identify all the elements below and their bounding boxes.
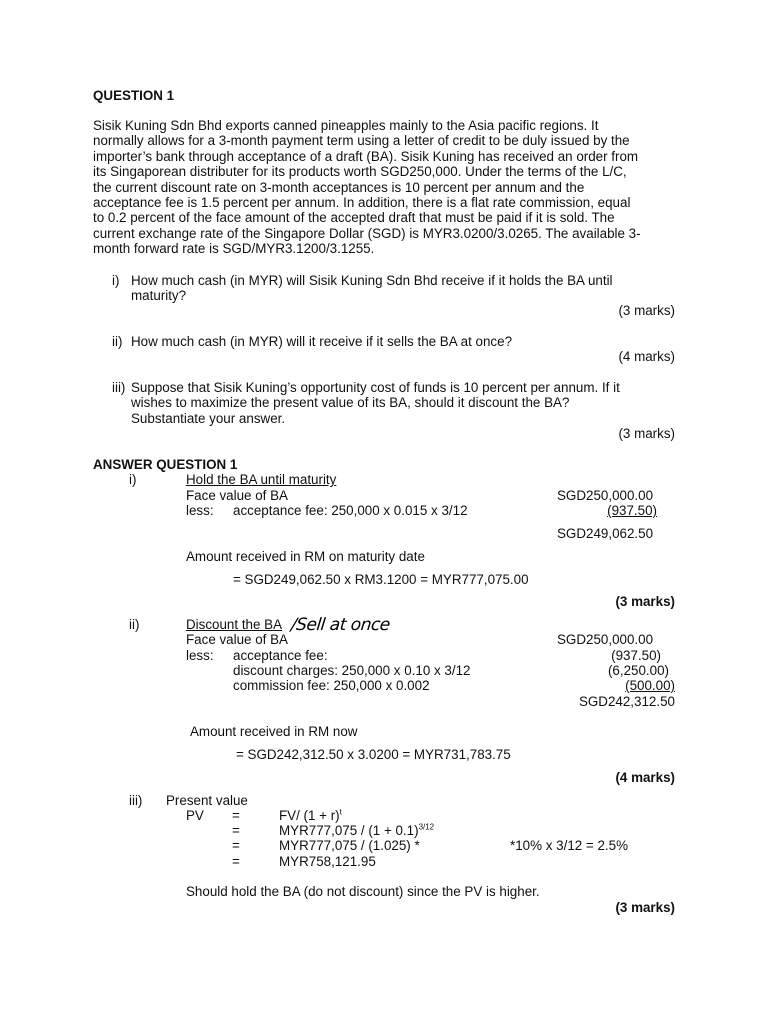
equals-sign: =: [232, 823, 240, 838]
marks-label: (3 marks): [618, 303, 675, 318]
handwritten-annotation: /Sell at once: [289, 615, 391, 635]
amount-received-label: Amount received in RM on maturity date: [186, 549, 425, 564]
answer-part-number: i): [129, 472, 137, 487]
question-item-text: Substantiate your answer.: [131, 411, 286, 426]
question-item-number: ii): [112, 334, 123, 349]
question-item-text: How much cash (in MYR) will Sisik Kuning Sdn Bhd receive if it holds the BA until: [131, 273, 613, 288]
answer-part-number: ii): [129, 617, 140, 632]
net-amount: SGD242,312.50: [578, 694, 675, 709]
conversion-calculation: = SGD242,312.50 x 3.0200 = MYR731,783.75: [236, 747, 511, 762]
pv-step: MYR777,075 / (1.025) *: [279, 838, 420, 853]
question-item-number: iii): [112, 380, 126, 395]
question-item-text: Suppose that Sisik Kuning’s opportunity cost of funds is 10 percent per annum. If it: [131, 380, 620, 395]
acceptance-fee-label: acceptance fee:: [233, 648, 328, 663]
answer-part-number: iii): [129, 793, 143, 808]
question-item-number: i): [112, 273, 120, 288]
acceptance-fee-amount: (937.50): [611, 648, 661, 663]
equals-sign: =: [232, 854, 240, 869]
pv-formula: FV/ $(1 + r)^t$: [279, 807, 342, 823]
answer-heading: ANSWER QUESTION 1: [93, 457, 238, 472]
face-value-amount: SGD250,000.00: [557, 488, 654, 503]
face-value-amount: SGD250,000.00: [557, 632, 654, 647]
equals-sign: =: [232, 808, 240, 823]
conclusion: Should hold the BA (do not discount) since the PV is higher.: [186, 884, 540, 899]
answer-part-title: Hold the BA until maturity: [186, 472, 337, 487]
face-value-label: Face value of BA: [186, 488, 288, 503]
discount-charges-label: discount charges: 250,000 x 0.10 x 3/12: [233, 663, 471, 678]
answer-part-title: Discount the BA: [186, 617, 283, 632]
pv-result: MYR758,121.95: [279, 854, 376, 869]
less-label: less:: [186, 648, 214, 663]
question-heading: QUESTION 1: [93, 88, 175, 103]
equals-sign: =: [232, 838, 240, 853]
rate-note: *10% x 3/12 = 2.5%: [510, 838, 628, 853]
marks-label: (4 marks): [615, 770, 675, 785]
question-item-text: maturity?: [131, 288, 187, 303]
face-value-label: Face value of BA: [186, 632, 288, 647]
commission-fee-label: commission fee: 250,000 x 0.002: [233, 678, 430, 693]
acceptance-fee-amount: (937.50): [607, 503, 657, 518]
discount-charges-amount: (6,250.00): [607, 663, 669, 678]
marks-label: (3 marks): [615, 594, 675, 609]
answer-part-title: Present value: [166, 793, 248, 808]
commission-fee-amount: (500.00): [625, 678, 675, 693]
question-item-text: wishes to maximize the present value of its BA, should it discount the BA?: [131, 395, 570, 410]
net-amount: SGD249,062.50: [557, 526, 654, 541]
marks-label: (4 marks): [618, 349, 675, 364]
pv-label: PV: [186, 808, 204, 823]
less-label: less:: [186, 503, 214, 518]
marks-label: (3 marks): [615, 900, 675, 915]
pv-step: $MYR777,075 / (1 + 0.1)^{3/12}$: [279, 822, 435, 838]
conversion-calculation: = SGD249,062.50 x RM3.1200 = MYR777,075.00: [233, 572, 529, 587]
question-paragraph: Sisik Kuning Sdn Bhd exports canned pineapples mainly to the Asia pacific regions. It normally allows for a 3-month payment term using a letter of credit to be duly issued by the importer’s bank through acceptance of a draft (BA). Sisik Kuning has received an order from its Singaporean distributer for its products worth SGD250,000. Under the terms of the L/C, the current discount rate on 3-month acceptances is 10 percent per annum and the acceptance fee is 1.5 percent per annum. In addition, there is a flat rate commission, equal to 0.2 percent of the face amount of the accepted draft that must be paid if it is sold. The current exchange rate of the Singapore Dollar (SGD) is MYR3.0200/3.0265. The available 3- month forward rate is SGD/MYR3.1200/3.1255.: [93, 118, 641, 257]
question-item-text: How much cash (in MYR) will it receive if it sells the BA at once?: [131, 334, 513, 349]
marks-label: (3 marks): [618, 426, 675, 441]
amount-received-label: Amount received in RM now: [190, 724, 358, 739]
acceptance-fee-label: acceptance fee: 250,000 x 0.015 x 3/12: [233, 503, 468, 518]
